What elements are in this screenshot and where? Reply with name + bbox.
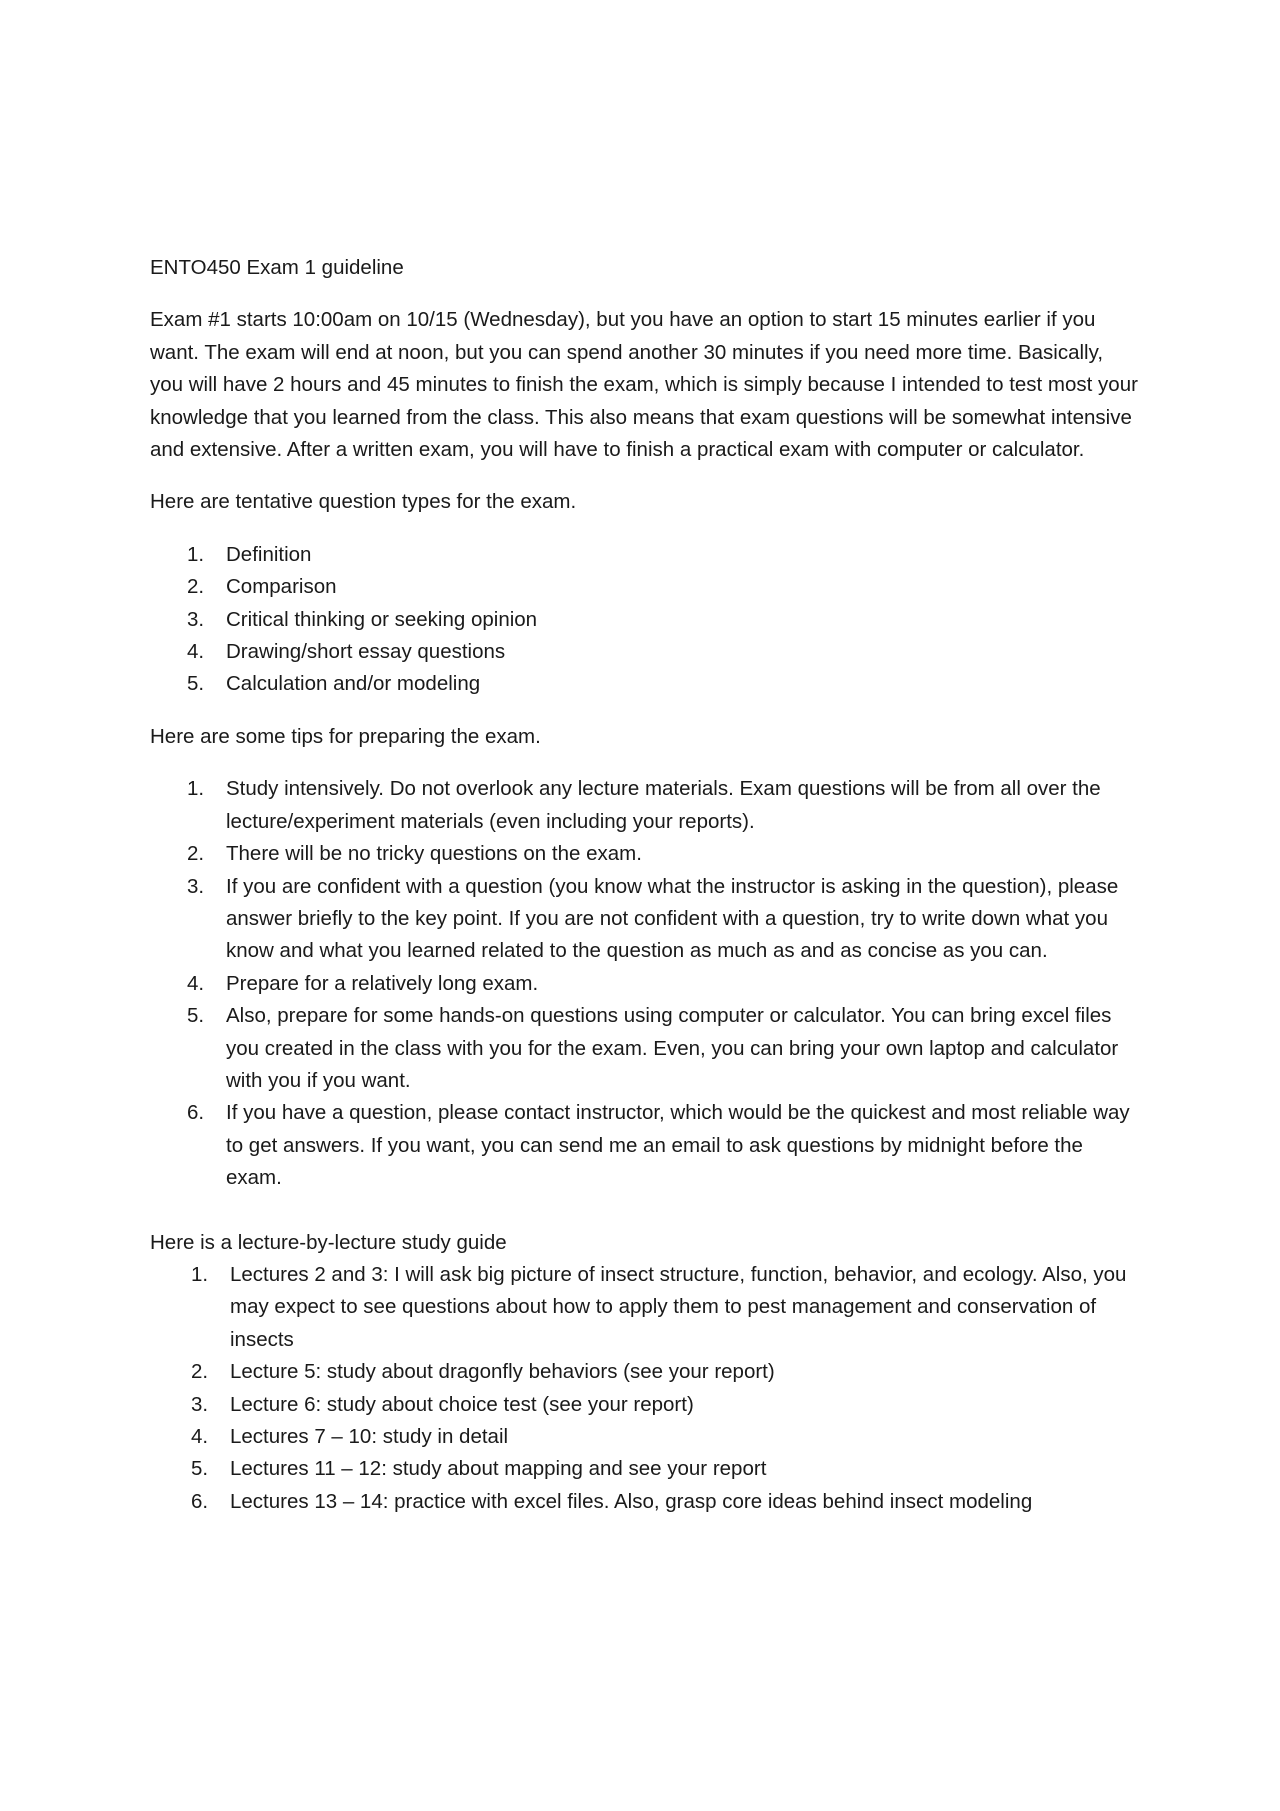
list-item — [150, 636, 1140, 668]
list-item-text: Lectures 2 and 3: I will ask big picture of insect structure, function, behavior, and ecology. Also, you may expect to see questions about how to apply them to pest management and conservation of insects — [230, 1262, 1127, 1351]
document-page — [150, 252, 1140, 1538]
list-item — [150, 838, 1140, 870]
list-item — [150, 773, 1140, 838]
list-item — [150, 1486, 1140, 1518]
list-item-number: 4. — [191, 1425, 209, 1448]
question-types-heading: Here are tentative question types for the exam. — [150, 490, 577, 514]
list-item — [150, 1097, 1140, 1194]
list-item-number: 6. — [187, 1101, 205, 1125]
list-item — [150, 604, 1140, 636]
list-item — [150, 871, 1140, 968]
list-item-text: Lectures 7 – 10: study in detail — [230, 1425, 509, 1448]
list-item-number: 5. — [191, 1457, 209, 1481]
list-item-text: If you are confident with a question (you know what the instructor is asking in the question), please answer briefly to the key point. If you are not confident with a question, try to write down what you know and what you learned related to the question as much as and as concise as you can. — [226, 874, 1119, 963]
list-item-text: Lectures 11 – 12: study about mapping and see your report — [230, 1457, 767, 1481]
question-types-list — [150, 539, 1140, 701]
list-item-text: Prepare for a relatively long exam. — [226, 971, 539, 995]
list-item-number: 3. — [187, 874, 205, 898]
list-item-number: 5. — [187, 672, 205, 696]
intro-paragraph: Exam #1 starts 10:00am on 10/15 (Wednesday), but you have an option to start 15 minutes earlier if you want. The exam will end at noon, but you can spend another 30 minutes if you need more time. Basically, you will have 2 hours and 45 minutes to finish the exam, which is simply because I intended to test most your knowledge that you learned from the class. This also means that exam questions will be somewhat intensive and extensive. After a written exam, you will have to finish a practical exam with computer or calculator. — [150, 308, 1138, 462]
list-item-text: Calculation and/or modeling — [226, 672, 481, 696]
list-item-number: 4. — [187, 971, 205, 995]
list-item-text: Lecture 6: study about choice test (see your report) — [230, 1392, 694, 1416]
list-item-number: 3. — [191, 1392, 209, 1416]
tips-list — [150, 773, 1140, 1194]
list-item — [150, 1389, 1140, 1421]
list-item-text: Lecture 5: study about dragonfly behaviors (see your report) — [230, 1360, 775, 1384]
list-item — [150, 1356, 1140, 1388]
list-item-text: There will be no tricky questions on the exam. — [226, 842, 642, 866]
list-item-number: 3. — [187, 607, 205, 631]
list-item-number: 1. — [191, 1262, 209, 1286]
list-item-text: Definition — [226, 542, 312, 566]
list-item-number: 4. — [187, 640, 205, 664]
list-item-number: 1. — [187, 542, 205, 566]
list-item-text: Lectures 13 – 14: practice with excel files. Also, grasp core ideas behind insect modeling — [230, 1489, 1033, 1513]
tips-heading: Here are some tips for preparing the exam. — [150, 724, 541, 748]
list-item — [150, 571, 1140, 603]
study-guide-list — [150, 1259, 1140, 1518]
list-item — [150, 668, 1140, 700]
study-guide-heading: Here is a lecture-by-lecture study guide — [150, 1230, 507, 1254]
list-item-number: 1. — [187, 777, 205, 801]
list-item-number: 2. — [187, 842, 205, 866]
list-item — [150, 1421, 1140, 1453]
list-item — [150, 1453, 1140, 1485]
list-item-number: 5. — [187, 1004, 205, 1028]
list-item-text: Also, prepare for some hands-on questions using computer or calculator. You can bring excel files you created in the class with you for the exam. Even, you can bring your own laptop and calculator with you if you want. — [226, 1004, 1119, 1092]
list-item-text: Study intensively. Do not overlook any lecture materials. Exam questions will be from all over the lecture/experiment materials (even including your reports). — [226, 777, 1101, 833]
document-title: ENTO450 Exam 1 guideline — [150, 256, 404, 279]
list-item-number: 2. — [191, 1360, 209, 1384]
list-item-text: Drawing/short essay questions — [226, 640, 506, 664]
list-item — [150, 1259, 1140, 1356]
list-item-text: Comparison — [226, 575, 337, 599]
list-item — [150, 968, 1140, 1000]
list-item — [150, 539, 1140, 571]
list-item-number: 6. — [191, 1489, 209, 1513]
list-item — [150, 1000, 1140, 1097]
list-item-number: 2. — [187, 575, 205, 599]
list-item-text: Critical thinking or seeking opinion — [226, 607, 538, 631]
list-item-text: If you have a question, please contact instructor, which would be the quickest and most reliable way to get answers. If you want, you can send me an email to ask questions by midnight before the exam. — [226, 1101, 1130, 1190]
